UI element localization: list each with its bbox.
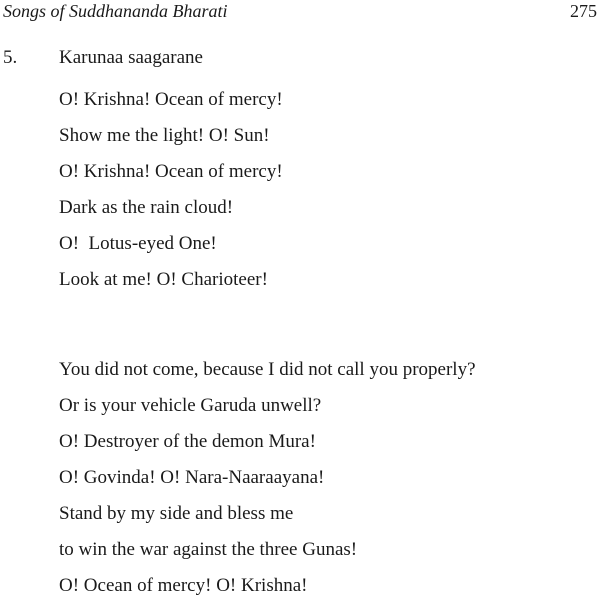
verse-line: O! Govinda! O! Nara-Naaraayana! bbox=[59, 467, 325, 488]
verse-line: You did not come, because I did not call you properly? bbox=[59, 359, 476, 380]
page-number: 275 bbox=[570, 1, 597, 21]
verse-line: Look at me! O! Charioteer! bbox=[59, 269, 268, 290]
verse-line: O! Krishna! Ocean of mercy! bbox=[59, 89, 283, 110]
verse-line: Dark as the rain cloud! bbox=[59, 197, 234, 218]
verse-line: Show me the light! O! Sun! bbox=[59, 125, 270, 146]
song-number: 5. bbox=[3, 47, 18, 68]
verse-line: O! Ocean of mercy! O! Krishna! bbox=[59, 575, 308, 596]
stanza-1 bbox=[59, 89, 283, 305]
running-head-title: Songs of Suddhananda Bharati bbox=[3, 1, 228, 21]
stanza-2 bbox=[59, 359, 476, 611]
verse-line: O! Krishna! Ocean of mercy! bbox=[59, 161, 283, 182]
verse-line: O! Destroyer of the demon Mura! bbox=[59, 431, 316, 452]
verse-line: Or is your vehicle Garuda unwell? bbox=[59, 395, 322, 416]
verse-line: to win the war against the three Gunas! bbox=[59, 539, 358, 560]
verse-line: Stand by my side and bless me bbox=[59, 503, 294, 524]
song-title: Karunaa saagarane bbox=[59, 47, 203, 68]
verse-line: O! Lotus-eyed One! bbox=[59, 233, 217, 254]
